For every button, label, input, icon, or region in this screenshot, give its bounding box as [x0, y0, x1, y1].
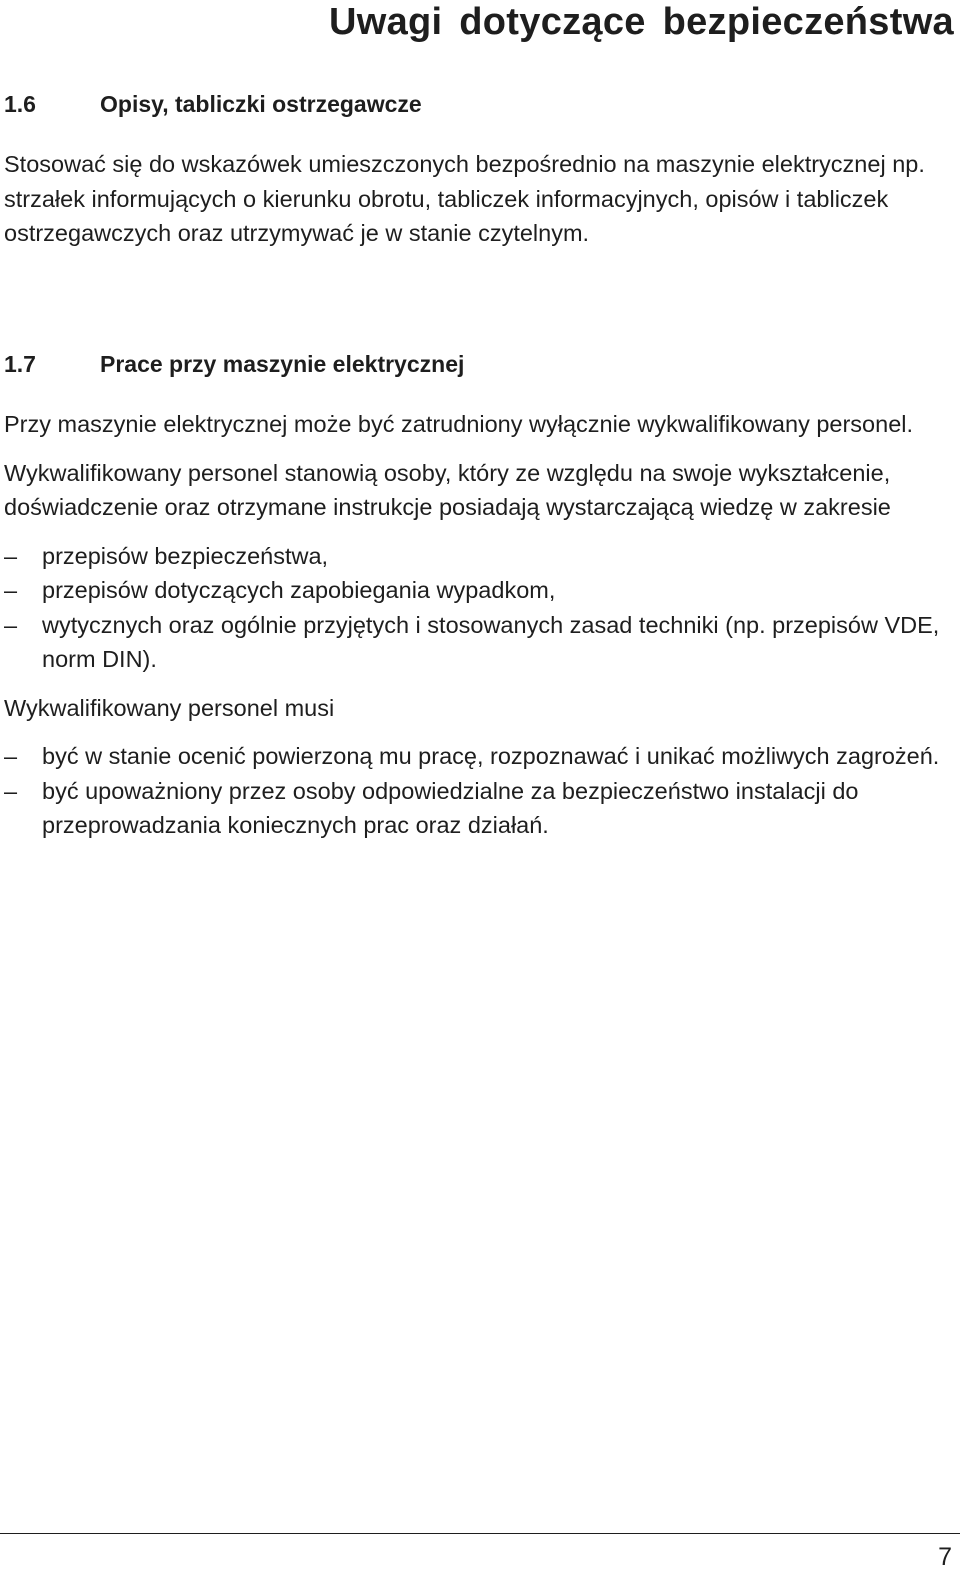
- dash-marker: –: [4, 577, 18, 603]
- list-item: [4, 739, 949, 774]
- footer-divider: [0, 1533, 960, 1534]
- section-heading: [4, 349, 949, 379]
- dash-marker: –: [4, 611, 18, 638]
- list-item: [4, 608, 949, 677]
- list-item: [4, 539, 949, 574]
- page-title: Uwagi dotyczące bezpieczeństwa: [329, 1, 954, 43]
- paragraph-qualified-personnel: Przy maszynie elektrycznej może być zatrudniony wyłącznie wykwalifikowany personel.: [4, 411, 914, 437]
- paragraph-requirements: Wykwalifikowany personel musi: [4, 694, 335, 721]
- dash-marker: –: [4, 743, 18, 769]
- dash-marker: –: [4, 542, 18, 569]
- section-paragraph: Stosować się do wskazówek umieszczonych bezpośrednio na maszynie elektrycznej np. strzałek informujących o kierunku obrotu, tabliczek informacyjnych, opisów i tabliczek ostrzegawczych oraz utrzymywać je w stanie czytelnym.: [4, 151, 925, 246]
- list-item-text: przepisów dotyczących zapobiegania wypadkom,: [42, 577, 556, 603]
- section-number: 1.7: [4, 351, 36, 377]
- dash-marker: –: [4, 777, 18, 804]
- list-item: [4, 573, 949, 608]
- paragraph-definition: Wykwalifikowany personel stanowią osoby, który ze względu na swoje wykształcenie, doświadczenie oraz otrzymane instrukcje posiadają wystarczającą wiedzę w zakresie: [4, 459, 891, 520]
- list-item: [4, 774, 949, 843]
- section-1-7: [4, 349, 949, 843]
- knowledge-list: [4, 539, 949, 677]
- section-number: 1.6: [4, 91, 36, 117]
- section-title: Prace przy maszynie elektrycznej: [100, 351, 465, 377]
- list-item-text: być upoważniony przez osoby odpowiedzialne za bezpieczeństwo instalacji do przeprowadzania koniecznych prac oraz działań.: [42, 777, 859, 838]
- section-heading: [4, 89, 949, 119]
- list-item-text: być w stanie ocenić powierzoną mu pracę, rozpoznawać i unikać możliwych zagrożeń.: [42, 743, 940, 769]
- section-1-6: [4, 89, 949, 251]
- page-number: 7: [938, 1543, 952, 1571]
- section-title: Opisy, tabliczki ostrzegawcze: [100, 91, 422, 117]
- list-item-text: wytycznych oraz ogólnie przyjętych i stosowanych zasad techniki (np. przepisów VDE, norm DIN).: [42, 611, 940, 672]
- list-item-text: przepisów bezpieczeństwa,: [42, 542, 329, 569]
- requirements-list: [4, 739, 949, 843]
